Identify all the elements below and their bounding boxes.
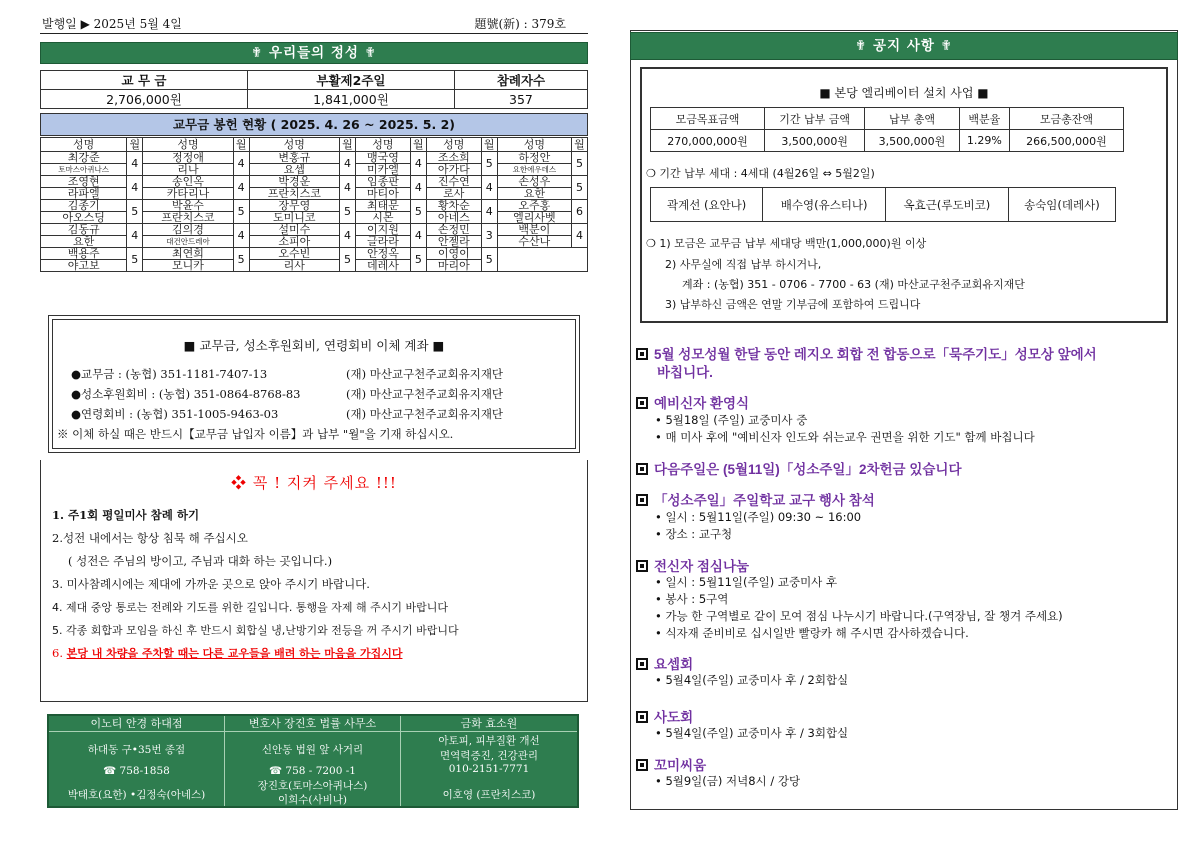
ad-line: 아토피, 피부질환 개선	[438, 735, 540, 747]
elevator-note: ❍ 1) 모금은 교무금 납부 세대당 백만(1,000,000)원 이상	[646, 237, 927, 250]
issue-number: 題號(新) : 379호	[474, 17, 566, 31]
member-name: 백용주	[41, 248, 127, 260]
donor-name: 배수영(유스티나)	[763, 188, 886, 222]
ad-line: 면역력증진, 건강관리	[440, 750, 538, 762]
member-name: 김동규	[41, 224, 127, 236]
dues-header-month: 월	[339, 138, 355, 152]
notice-bullet: • 5월4일(주일) 교중미사 후 / 3회합실	[655, 726, 849, 740]
rule-warning-text: 본당 내 차량을 주차할 때는 다른 교우들을 배려 하는 마음을 가집시다	[66, 647, 403, 660]
member-months: 4	[127, 176, 143, 200]
offering-summary-table	[40, 70, 588, 109]
notice-vocation-collection	[636, 458, 962, 478]
member-months: 5	[410, 248, 426, 272]
ad-line: ☎ 758 - 7200 -1	[269, 765, 356, 777]
member-months: 4	[127, 224, 143, 248]
member-baptismal-name: 모니카	[143, 260, 233, 272]
ad-enzyme	[401, 716, 577, 806]
ad-name: 금화 효소원	[401, 716, 577, 732]
dues-header-month: 월	[410, 138, 426, 152]
notice-bullet: • 일시 : 5월11일(주일) 교중미사 후	[655, 575, 838, 589]
rule-item: ( 성전은 주님의 방이고, 주님과 대화 하는 곳입니다.)	[68, 554, 333, 568]
summary-header: 참례자수	[454, 71, 587, 90]
member-name: 맹국영	[355, 152, 410, 164]
dues-period-band: 교무금 봉헌 현황 ( 2025. 4. 26 ~ 2025. 5. 2)	[40, 113, 588, 136]
account-owner: (재) 마산교구천주교회유지재단	[346, 367, 504, 381]
member-months: 5	[572, 176, 588, 200]
member-baptismal-name: 리사	[249, 260, 339, 272]
notice-bullet: • 식자재 준비비로 십시일반 빨랑카 해 주시면 감사하겠습니다.	[655, 626, 969, 640]
dues-header-month: 월	[233, 138, 249, 152]
account-owner: (재) 마산교구천주교회유지재단	[346, 407, 504, 421]
notice-heading: 「성소주일」주일학교 교구 행사 참석	[654, 493, 875, 508]
rule-item: 3. 미사참례시에는 제대에 가까운 곳으로 앉아 주시기 바랍니다.	[52, 577, 370, 591]
square-bullet-icon	[636, 711, 648, 723]
ad-line: 하대동 구•35번 종점	[87, 744, 186, 756]
donor-name: 곽계선 (요안나)	[651, 188, 763, 222]
member-baptismal-name: 아네스	[426, 212, 481, 224]
donor-name: 옥효근(루도비코)	[886, 188, 1009, 222]
member-baptismal-name: 데레사	[355, 260, 410, 272]
account-line: ●성소후원회비 : (농협) 351-0864-8768-83	[71, 387, 301, 401]
member-name: 박경운	[249, 176, 339, 188]
member-months: 4	[339, 152, 355, 176]
elevator-table	[650, 107, 1124, 152]
member-months: 4	[572, 224, 588, 248]
square-bullet-icon	[636, 560, 648, 572]
member-baptismal-name: 대건안드레아	[143, 236, 233, 248]
member-baptismal-name: 요한에우데스	[497, 164, 571, 176]
member-name: 백분이	[497, 224, 571, 236]
rule-item: 4. 제대 중앙 통로는 전례와 기도를 위한 길입니다. 통행을 자제 해 주시기 바랍니다	[52, 601, 448, 614]
notice-rosary-cont	[657, 361, 713, 381]
ad-line: 장진호(토마스아퀴나스)	[257, 780, 368, 792]
ad-line: 010-2151-7771	[448, 763, 530, 775]
ad-optical	[49, 716, 225, 806]
empty-cell	[497, 248, 587, 272]
notice-heading: 5월 성모성월 한달 동안 레지오 회합 전 합동으로「묵주기도」성모상 앞에서	[654, 347, 1097, 362]
member-months: 5	[339, 200, 355, 224]
member-baptismal-name: 수산나	[497, 236, 571, 248]
elevator-value: 1.29%	[959, 130, 1009, 152]
member-baptismal-name: 시몬	[355, 212, 410, 224]
member-baptismal-name: 카타리나	[143, 188, 233, 200]
notice-heading: 바칩니다.	[657, 365, 713, 380]
member-name: 손성우	[497, 176, 571, 188]
account-title: ■ 교무금, 성소후원회비, 연령회비 이체 계좌 ■	[183, 338, 445, 353]
dues-header-name: 성명	[426, 138, 481, 152]
elevator-value: 266,500,000원	[1009, 130, 1123, 152]
member-months: 4	[339, 176, 355, 200]
page-header	[40, 12, 588, 34]
member-name: 안정옥	[355, 248, 410, 260]
member-baptismal-name: 야고보	[41, 260, 127, 272]
summary-value: 1,841,000원	[247, 90, 454, 109]
member-baptismal-name: 도미니코	[249, 212, 339, 224]
notice-comitium	[636, 754, 706, 774]
ad-line: 박태호(요한) •김정숙(아네스)	[67, 789, 206, 801]
member-name: 김의경	[143, 224, 233, 236]
dues-header-name: 성명	[355, 138, 410, 152]
member-baptismal-name: 프란치스코	[249, 188, 339, 200]
notice-bullet: • 가능 한 구역별로 같이 모여 점심 나누시기 바랍니다.(구역장님, 잘 챙겨 주세요)	[655, 609, 1063, 623]
member-months: 4	[410, 176, 426, 200]
donor-name: 송숙임(데레사)	[1008, 188, 1115, 222]
member-name: 오수빈	[249, 248, 339, 260]
rule-item: 2.성전 내에서는 항상 침묵 해 주십시오	[52, 531, 248, 545]
member-name: 조소희	[426, 152, 481, 164]
member-months: 4	[233, 152, 249, 176]
member-name: 진수연	[426, 176, 481, 188]
dues-header-month: 월	[481, 138, 497, 152]
member-baptismal-name: 프란치스코	[143, 212, 233, 224]
notice-heading: 예비신자 환영식	[654, 396, 750, 411]
summary-header: 교 무 금	[41, 71, 248, 90]
ad-line: ☎ 758-1858	[103, 765, 170, 777]
member-name: 송인옥	[143, 176, 233, 188]
notice-rosary	[636, 343, 1097, 363]
notice-heading: 사도회	[654, 710, 694, 725]
dues-header-month: 월	[572, 138, 588, 152]
elevator-title: ■ 본당 엘리베이터 설치 사업 ■	[819, 86, 989, 100]
member-months: 5	[127, 248, 143, 272]
member-months: 5	[339, 248, 355, 272]
summary-value: 2,706,000원	[41, 90, 248, 109]
notice-lunch	[636, 555, 749, 575]
member-baptismal-name: 라파엘	[41, 188, 127, 200]
notice-bullet: • 장소 : 교구청	[655, 527, 733, 541]
notice-bullet: • 봉사 : 5구역	[655, 592, 729, 606]
member-months: 4	[127, 152, 143, 176]
elevator-header: 모금총잔액	[1009, 108, 1123, 130]
member-months: 5	[481, 248, 497, 272]
member-name: 이영이	[426, 248, 481, 260]
elevator-header: 납부 총액	[865, 108, 959, 130]
member-name: 최태문	[355, 200, 410, 212]
member-months: 5	[233, 200, 249, 224]
member-name: 임종판	[355, 176, 410, 188]
summary-header: 부활제2주일	[247, 71, 454, 90]
ad-name: 변호사 장진호 법률 사무소	[225, 716, 400, 732]
notice-joseph	[636, 653, 693, 673]
rules-section	[40, 460, 588, 702]
notice-apostles	[636, 706, 693, 726]
elevator-header: 백분율	[959, 108, 1009, 130]
notice-title: ✟ 공지 사항 ✟	[855, 38, 953, 54]
square-bullet-icon	[636, 397, 648, 409]
member-baptismal-name: 요한	[497, 188, 571, 200]
member-name: 변홍규	[249, 152, 339, 164]
elevator-note: 2) 사무실에 직접 납부 하시거나,	[665, 258, 822, 271]
dues-table	[40, 137, 588, 272]
elevator-note: 3) 납부하신 금액은 연말 기부금에 포함하여 드립니다	[665, 298, 921, 311]
member-months: 5	[481, 152, 497, 176]
offering-title: ✟ 우리들의 정성 ✟	[251, 45, 377, 61]
elevator-value: 270,000,000원	[651, 130, 765, 152]
member-name: 하정안	[497, 152, 571, 164]
notice-heading: 다음주일은 (5월11일)「성소주일」2차헌금 있습니다	[654, 462, 962, 477]
account-line: ●교무금 : (농협) 351-1181-7407-13	[71, 367, 268, 381]
member-name: 황차순	[426, 200, 481, 212]
notice-bullet: • 매 미사 후에 "예비신자 인도와 쉬는교우 권면을 위한 기도" 함께 바칩니다	[655, 430, 1035, 444]
member-baptismal-name: 엘리사벳	[497, 212, 571, 224]
member-baptismal-name: 아가다	[426, 164, 481, 176]
notice-bullet: • 5월18일 (주일) 교중미사 중	[655, 413, 808, 427]
elevator-header: 기간 납부 금액	[765, 108, 865, 130]
account-note: ※ 이체 하실 때은 반드시【교무금 납입자 이름】과 납부 "월"을 기재 하십시오.	[57, 427, 454, 441]
rules-title: ❖ 꼭 ! 지켜 주세요 !!!	[231, 474, 397, 492]
square-bullet-icon	[636, 348, 648, 360]
elevator-project-box	[640, 67, 1168, 323]
member-months: 4	[233, 176, 249, 200]
member-baptismal-name: 마티아	[355, 188, 410, 200]
dues-header-month: 월	[127, 138, 143, 152]
member-name: 박윤수	[143, 200, 233, 212]
ad-name: 이노티 안경 하대점	[49, 716, 224, 732]
elevator-period: ❍ 기간 납부 세대 : 4세대 (4월26일 ⇔ 5월2일)	[646, 167, 875, 180]
square-bullet-icon	[636, 463, 648, 475]
elevator-note: 계좌 : (농협) 351 - 0706 - 7700 - 63 (재) 마산교구천주교회유지재단	[682, 278, 1025, 291]
member-baptismal-name: 소피아	[249, 236, 339, 248]
ad-line: 이호영 (프란치스코)	[442, 789, 536, 801]
member-name: 오주홍	[497, 200, 571, 212]
member-months: 5	[410, 200, 426, 224]
member-baptismal-name: 안젤라	[426, 236, 481, 248]
elevator-donors	[650, 187, 1116, 222]
member-months: 4	[410, 152, 426, 176]
account-box	[48, 315, 580, 453]
square-bullet-icon	[636, 658, 648, 670]
member-name: 설미수	[249, 224, 339, 236]
ad-line: 이희수(사비나)	[277, 794, 348, 806]
member-name: 이지원	[355, 224, 410, 236]
member-baptismal-name: 글라라	[355, 236, 410, 248]
member-months: 4	[410, 224, 426, 248]
issue-date: 발행일 ▶ 2025년 5월 4일	[42, 17, 182, 31]
member-name: 최강준	[41, 152, 127, 164]
summary-value: 357	[454, 90, 587, 109]
member-name: 최연희	[143, 248, 233, 260]
account-line: ●연령회비 : (농협) 351-1005-9463-03	[71, 407, 279, 421]
rule-item: 5. 각종 회합과 모임을 하신 후 반드시 회합실 냉,난방기와 전등을 꺼 주시기 바랍니다	[52, 624, 459, 637]
member-baptismal-name: 로사	[426, 188, 481, 200]
notice-bullet: • 5월9일(금) 저녁8시 / 강당	[655, 774, 801, 788]
member-name: 손정민	[426, 224, 481, 236]
member-months: 4	[233, 224, 249, 248]
notice-heading: 요셉회	[654, 657, 694, 672]
sponsor-ads	[47, 714, 579, 808]
member-baptismal-name: 아오스딩	[41, 212, 127, 224]
member-baptismal-name: 마리아	[426, 260, 481, 272]
ad-law-office	[225, 716, 401, 806]
notice-sunday-school	[636, 489, 875, 509]
rule-item: 1. 주1회 평일미사 참례 하기	[52, 508, 200, 522]
notice-catechumen	[636, 392, 749, 412]
dues-header-name: 성명	[497, 138, 571, 152]
ad-line: 신안동 법원 앞 사거리	[261, 744, 364, 756]
rule-number: 6.	[52, 646, 63, 660]
offering-title-bar	[40, 42, 588, 64]
notice-heading: 전신자 점심나눔	[654, 559, 750, 574]
notice-heading: 꼬미씨움	[654, 758, 707, 773]
notice-bullet: • 일시 : 5월11일(주일) 09:30 ~ 16:00	[655, 510, 862, 524]
member-months: 4	[481, 176, 497, 200]
member-months: 5	[127, 200, 143, 224]
elevator-header: 모금목표금액	[651, 108, 765, 130]
rule-item-warning	[52, 645, 402, 661]
dues-header-name: 성명	[143, 138, 233, 152]
member-name: 정정애	[143, 152, 233, 164]
square-bullet-icon	[636, 494, 648, 506]
member-baptismal-name: 요한	[41, 236, 127, 248]
elevator-value: 3,500,000원	[765, 130, 865, 152]
notice-bullet: • 5월4일(주일) 교중미사 후 / 2회합실	[655, 673, 849, 687]
member-name: 장무영	[249, 200, 339, 212]
member-months: 5	[233, 248, 249, 272]
member-baptismal-name: 미카엘	[355, 164, 410, 176]
dues-header-name: 성명	[41, 138, 127, 152]
member-months: 5	[572, 152, 588, 176]
elevator-value: 3,500,000원	[865, 130, 959, 152]
member-months: 3	[481, 224, 497, 248]
member-months: 4	[481, 200, 497, 224]
member-months: 4	[339, 224, 355, 248]
notice-title-bar	[630, 32, 1178, 60]
dues-header-name: 성명	[249, 138, 339, 152]
square-bullet-icon	[636, 759, 648, 771]
member-baptismal-name: 요셉	[249, 164, 339, 176]
member-baptismal-name: 리나	[143, 164, 233, 176]
member-baptismal-name: 토마스아퀴나스	[41, 164, 127, 176]
member-months: 6	[572, 200, 588, 224]
member-name: 김종기	[41, 200, 127, 212]
member-name: 조영현	[41, 176, 127, 188]
account-owner: (재) 마산교구천주교회유지재단	[346, 387, 504, 401]
